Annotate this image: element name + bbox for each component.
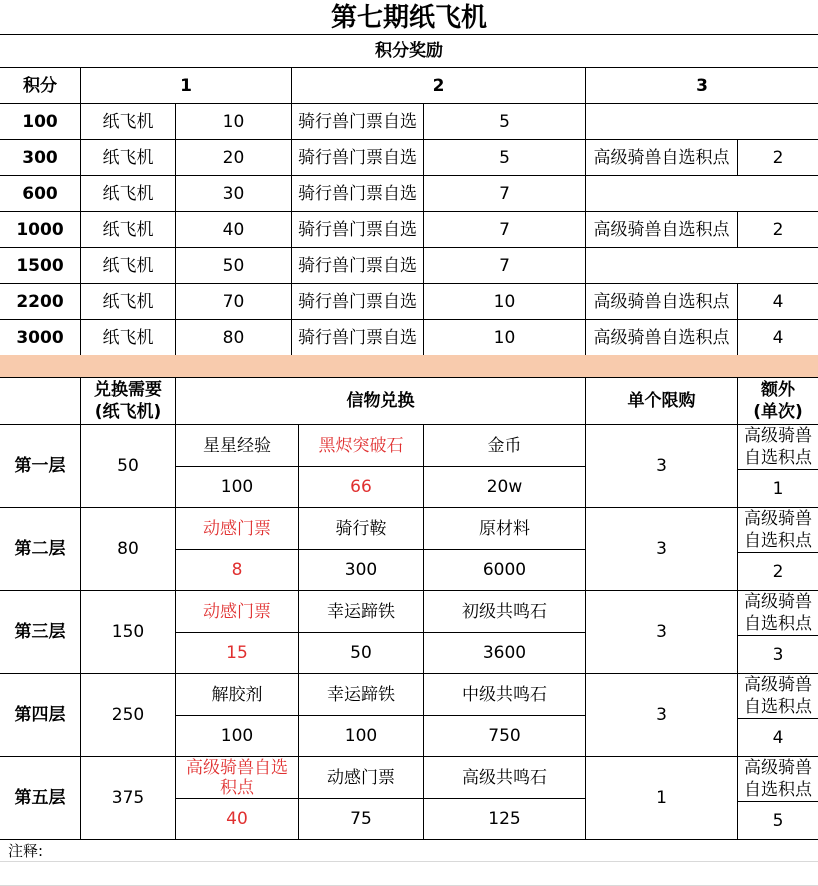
extra-reward-item: 高级骑兽自选积点 — [738, 508, 818, 553]
reward-1-qty: 40 — [176, 212, 292, 248]
reward-1-qty: 80 — [176, 320, 292, 356]
group-1-header: 1 — [81, 68, 292, 104]
reward-2-qty: 7 — [424, 176, 586, 212]
reward-2-item: 骑行兽门票自选 — [292, 212, 424, 248]
reward-1-item: 纸飞机 — [81, 212, 176, 248]
reward-2-item: 骑行兽门票自选 — [292, 104, 424, 140]
layer-purchase-limit: 3 — [586, 591, 738, 674]
exchange-item-qty: 6000 — [424, 550, 586, 591]
exchange-item-qty: 750 — [424, 716, 586, 757]
reward-3-item: 高级骑兽自选积点 — [586, 212, 738, 248]
group-2-header: 2 — [292, 68, 586, 104]
exchange-item-name: 动感门票 — [299, 757, 424, 799]
reward-2-qty: 10 — [424, 284, 586, 320]
extra-reward-qty: 3 — [738, 636, 818, 674]
exchange-item-name: 解胶剂 — [176, 674, 299, 716]
reward-3-qty: 4 — [738, 284, 818, 320]
sheet-title: 第七期纸飞机 — [330, 2, 487, 33]
reward-1-item: 纸飞机 — [81, 248, 176, 284]
layer-purchase-limit: 3 — [586, 425, 738, 508]
reward-1-item: 纸飞机 — [81, 320, 176, 356]
reward-1-item: 纸飞机 — [81, 176, 176, 212]
exchange-item-name: 动感门票 — [176, 591, 299, 633]
reward-2-item: 骑行兽门票自选 — [292, 248, 424, 284]
layer-name: 第四层 — [0, 674, 81, 757]
exchange-item-qty: 40 — [176, 799, 299, 840]
reward-1-item: 纸飞机 — [81, 140, 176, 176]
points-section-heading: 积分奖励 — [0, 35, 818, 68]
exchange-item-name: 动感门票 — [176, 508, 299, 550]
reward-2-qty: 7 — [424, 212, 586, 248]
cost-column-header: 兑换需要 (纸飞机) — [81, 378, 176, 425]
exchange-item-qty: 100 — [176, 467, 299, 508]
reward-2-item: 骑行兽门票自选 — [292, 176, 424, 212]
points-value: 1000 — [0, 212, 81, 248]
layer-purchase-limit: 1 — [586, 757, 738, 840]
exchange-item-qty: 100 — [299, 716, 424, 757]
points-value: 100 — [0, 104, 81, 140]
points-value: 2200 — [0, 284, 81, 320]
limit-column-header: 单个限购 — [586, 378, 738, 425]
layer-purchase-limit: 3 — [586, 508, 738, 591]
exchange-item-name: 中级共鸣石 — [424, 674, 586, 716]
points-value: 1500 — [0, 248, 81, 284]
reward-1-qty: 10 — [176, 104, 292, 140]
extra-reward-item: 高级骑兽自选积点 — [738, 425, 818, 470]
exchange-item-name: 高级骑兽自选积点 — [176, 757, 299, 799]
reward-3-empty — [586, 248, 818, 284]
reward-3-item: 高级骑兽自选积点 — [586, 284, 738, 320]
exchange-item-name: 幸运蹄铁 — [299, 674, 424, 716]
reward-3-empty — [586, 176, 818, 212]
reward-1-item: 纸飞机 — [81, 104, 176, 140]
points-column-header: 积分 — [0, 68, 81, 104]
reward-2-qty: 5 — [424, 140, 586, 176]
exchange-item-qty: 125 — [424, 799, 586, 840]
exchange-item-qty: 300 — [299, 550, 424, 591]
layer-cost: 375 — [81, 757, 176, 840]
reward-3-item: 高级骑兽自选积点 — [586, 320, 738, 356]
extra-reward-item: 高级骑兽自选积点 — [738, 591, 818, 636]
reward-2-item: 骑行兽门票自选 — [292, 320, 424, 356]
exchange-item-qty: 100 — [176, 716, 299, 757]
section-separator-band — [0, 355, 818, 378]
exchange-item-name: 星星经验 — [176, 425, 299, 467]
reward-3-qty: 2 — [738, 140, 818, 176]
note-label: 注释: — [0, 840, 818, 862]
extra-reward-qty: 4 — [738, 719, 818, 757]
exchange-item-qty: 75 — [299, 799, 424, 840]
layer-name: 第二层 — [0, 508, 81, 591]
layer-column-header — [0, 378, 81, 425]
points-value: 3000 — [0, 320, 81, 356]
reward-1-qty: 20 — [176, 140, 292, 176]
layer-cost: 150 — [81, 591, 176, 674]
layer-name: 第三层 — [0, 591, 81, 674]
extra-column-header: 额外 (单次) — [738, 378, 818, 425]
layer-name: 第一层 — [0, 425, 81, 508]
reward-3-item: 高级骑兽自选积点 — [586, 140, 738, 176]
items-column-header: 信物兑换 — [176, 378, 586, 425]
exchange-item-qty: 66 — [299, 467, 424, 508]
reward-2-item: 骑行兽门票自选 — [292, 284, 424, 320]
reward-2-item: 骑行兽门票自选 — [292, 140, 424, 176]
exchange-item-name: 原材料 — [424, 508, 586, 550]
reward-3-qty: 4 — [738, 320, 818, 356]
reward-1-item: 纸飞机 — [81, 284, 176, 320]
points-value: 300 — [0, 140, 81, 176]
points-value: 600 — [0, 176, 81, 212]
exchange-item-name: 黑烬突破石 — [299, 425, 424, 467]
layer-cost: 80 — [81, 508, 176, 591]
layer-purchase-limit: 3 — [586, 674, 738, 757]
extra-reward-qty: 5 — [738, 802, 818, 840]
layer-cost: 50 — [81, 425, 176, 508]
exchange-item-qty: 15 — [176, 633, 299, 674]
exchange-item-name: 骑行鞍 — [299, 508, 424, 550]
layer-cost: 250 — [81, 674, 176, 757]
reward-3-qty: 2 — [738, 212, 818, 248]
group-3-header: 3 — [586, 68, 818, 104]
exchange-item-name: 幸运蹄铁 — [299, 591, 424, 633]
reward-1-qty: 30 — [176, 176, 292, 212]
exchange-item-name: 金币 — [424, 425, 586, 467]
extra-reward-item: 高级骑兽自选积点 — [738, 674, 818, 719]
exchange-item-qty: 20w — [424, 467, 586, 508]
exchange-item-qty: 8 — [176, 550, 299, 591]
empty-row — [0, 862, 818, 886]
exchange-item-name: 高级共鸣石 — [424, 757, 586, 799]
reward-2-qty: 5 — [424, 104, 586, 140]
layer-name: 第五层 — [0, 757, 81, 840]
exchange-item-qty: 50 — [299, 633, 424, 674]
extra-reward-qty: 1 — [738, 470, 818, 508]
reward-3-empty — [586, 104, 818, 140]
reward-2-qty: 10 — [424, 320, 586, 356]
exchange-item-name: 初级共鸣石 — [424, 591, 586, 633]
reward-1-qty: 70 — [176, 284, 292, 320]
exchange-item-qty: 3600 — [424, 633, 586, 674]
extra-reward-qty: 2 — [738, 553, 818, 591]
reward-2-qty: 7 — [424, 248, 586, 284]
reward-1-qty: 50 — [176, 248, 292, 284]
extra-reward-item: 高级骑兽自选积点 — [738, 757, 818, 802]
